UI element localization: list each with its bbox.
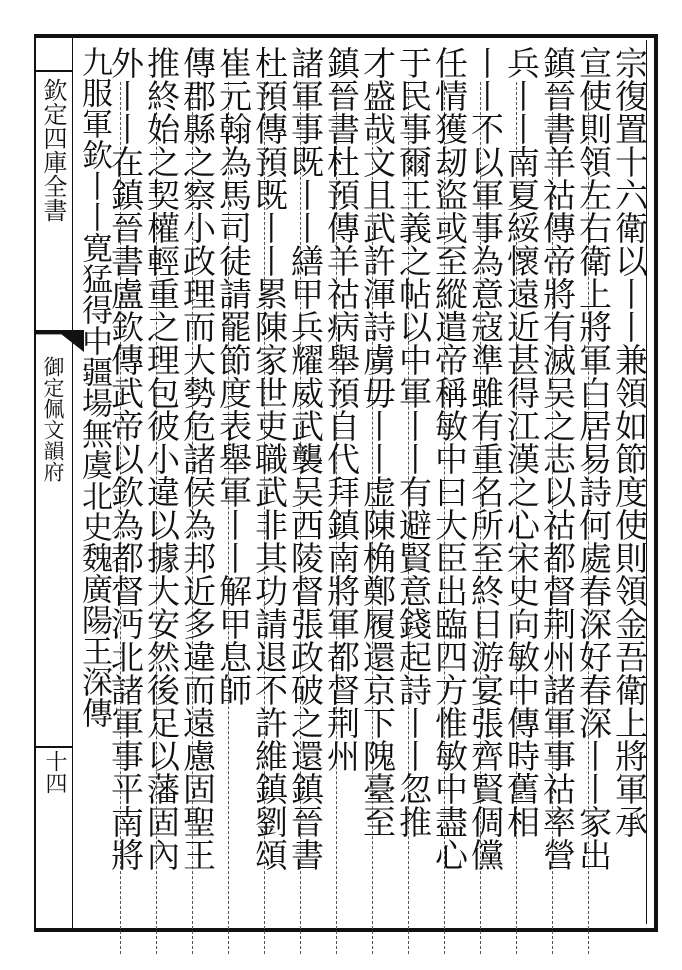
text-column-2: 宣使則領左右衛上將軍白居易詩何處春深好春深丨丨家出: [574, 46, 613, 871]
border-bottom: [34, 928, 658, 932]
page-number: 十四: [42, 750, 67, 794]
text-column-9: 鎮晉書杜預傳羊祜病舉預自代拜鎮南將軍都督荆州: [322, 46, 361, 772]
border-left: [34, 34, 36, 932]
text-column-16: 九服軍欽丨丨寛猛得中疆場無虞北史魏廣陽王深傳: [76, 46, 112, 728]
border-right: [654, 34, 658, 932]
border-top: [34, 34, 658, 38]
text-column-12: 崔元翰為馬司徒請罷節度表舉軍丨丨解甲息師: [214, 46, 253, 706]
text-column-14: 推終始之契權輕重之理包彼小違以據大安然後足以藩固內: [142, 46, 181, 871]
text-column-7: 于民事爾王義之帖以中軍丨丨有避賢意錢起詩丨丨忽推: [394, 46, 433, 838]
gutter-mark-bottom: [34, 746, 72, 748]
text-column-5: 丨丨不以軍事為意寇準雖有重名所至終日游宴張齊賢倜儻: [466, 46, 505, 871]
text-column-4: 兵丨丨南夏綏懷遠近甚得江漢之心宋史向敏中傳時舊相: [502, 46, 541, 838]
gutter-mark-top: [34, 70, 72, 72]
book-title: 欽定四庫全書: [39, 78, 67, 222]
text-column-15: 外丨丨在鎮晉書盧欽傳武帝以欽為都督沔北諸軍事平南將: [106, 46, 145, 871]
text-column-6: 任情獲刼盜或至縱遣帝稱敏中曰大臣出臨四方惟敏中盡心: [430, 46, 469, 871]
text-column-11: 杜預傳預既丨丨累陳家世吏職武非其功請退不許維鎮劉頌: [250, 46, 289, 871]
volume-title: 御定佩文韻府: [41, 356, 65, 482]
text-column-1: 宗復置十六衛以丨丨兼領如節度使則領金吾衛上將軍承: [610, 46, 649, 838]
text-column-3: 鎮晉書羊祜傳帝將有滅吴之志以祜都督荆州諸軍事祜率營: [538, 46, 577, 871]
text-column-10: 諸軍事既丨丨繕甲兵耀威武襲吴西陵督張政破之還鎮晉書: [286, 46, 325, 871]
text-column-8: 才盛哉文且武許渾詩虜毋丨丨虚陳桷鄭履還京下隗臺至: [358, 46, 397, 838]
text-column-13: 傳郡縣之察小政理而大勢危諸侯為邦近多違而遠慮固聖王: [178, 46, 217, 871]
page-frame: [34, 34, 658, 936]
